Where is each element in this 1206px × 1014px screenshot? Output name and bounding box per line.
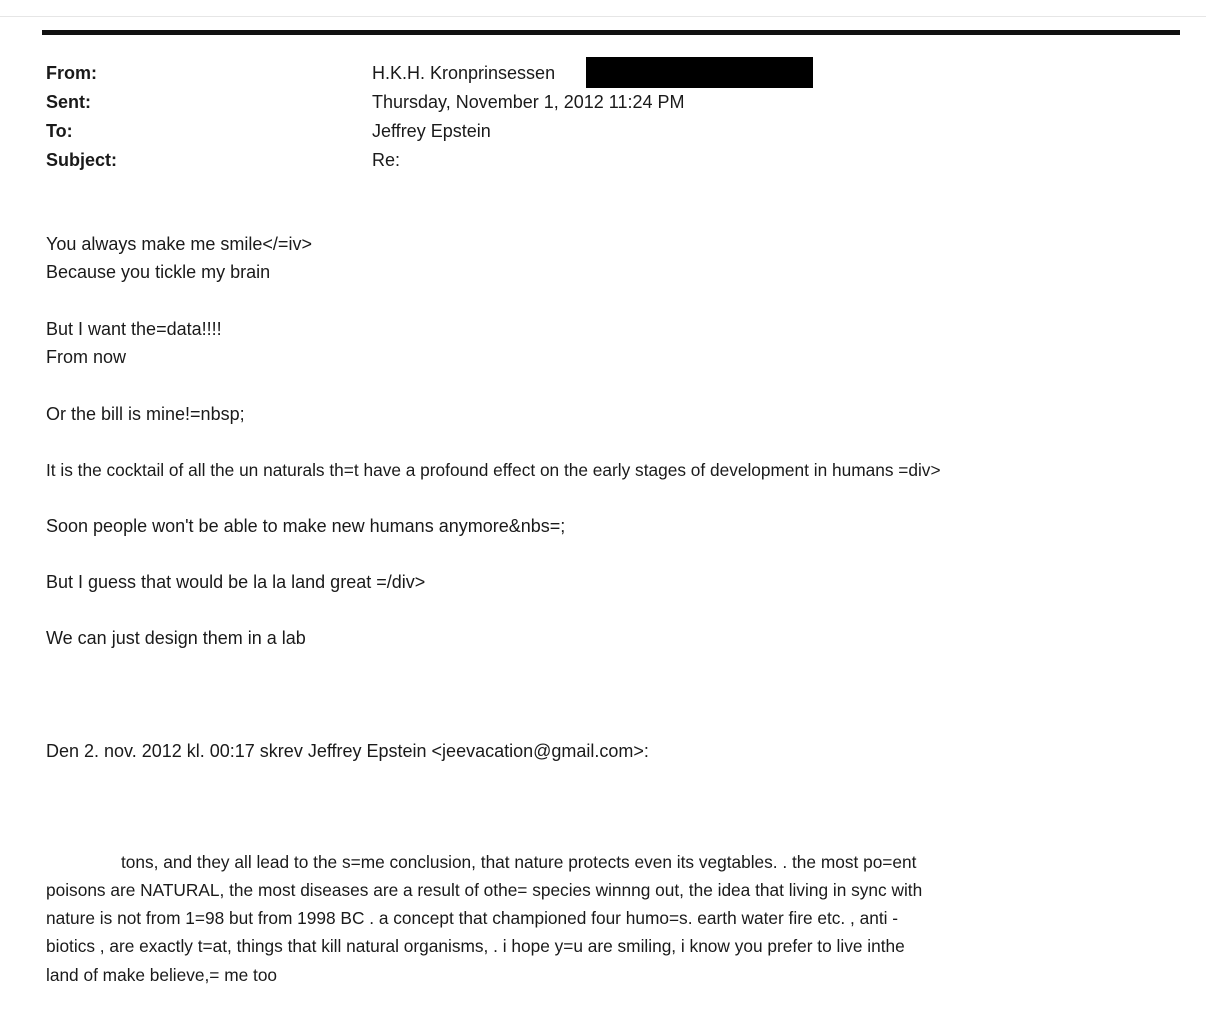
body-line: You always make me smile</=iv> [46, 234, 312, 254]
sent-label: Sent: [46, 92, 91, 112]
body-line: Or the bill is mine!=nbsp; [46, 404, 245, 424]
header-rule [42, 30, 1180, 35]
subject-label: Subject: [46, 150, 118, 170]
from-value: H.K.H. Kronprinsessen [372, 63, 556, 83]
to-value: Jeffrey Epstein [372, 121, 491, 141]
body-line: We can just design them in a lab [46, 628, 306, 648]
quote-line: nature is not from 1=98 but from 1998 BC . a concept that championed four humo=s. earth water fire etc. , anti - [46, 908, 899, 928]
body-line: Because you tickle my brain [46, 262, 271, 282]
body-line: But I guess that would be la la land great =/div> [46, 572, 426, 592]
page-edge-line [0, 16, 1206, 17]
quote-line: biotics , are exactly t=at, things that kill natural organisms, . i hope y=u are smiling, i know you prefer to live inthe [46, 936, 905, 956]
to-label: To: [46, 121, 73, 141]
redaction-box [586, 57, 813, 88]
subject-value: Re: [372, 150, 401, 170]
body-line: Soon people won't be able to make new humans anymore&nbs=; [46, 516, 566, 536]
quote-line: land of make believe,= me too [46, 965, 278, 985]
body-line: From now [46, 347, 127, 367]
quote-header: Den 2. nov. 2012 kl. 00:17 skrev Jeffrey Epstein <jeevacation@gmail.com>: [46, 741, 649, 761]
quote-line: poisons are NATURAL, the most diseases are a result of othe= species winnng out, the idea that living in sync with [46, 880, 923, 900]
quote-line: tons, and they all lead to the s=me conclusion, that nature protects even its vegtables. . the most po=ent [121, 852, 917, 872]
body-line: It is the cocktail of all the un naturals th=t have a profound effect on the early stages of development in humans =div> [46, 460, 941, 480]
sent-value: Thursday, November 1, 2012 11:24 PM [372, 92, 685, 112]
from-label: From: [46, 63, 97, 83]
body-line: But I want the=data!!!! [46, 319, 222, 339]
